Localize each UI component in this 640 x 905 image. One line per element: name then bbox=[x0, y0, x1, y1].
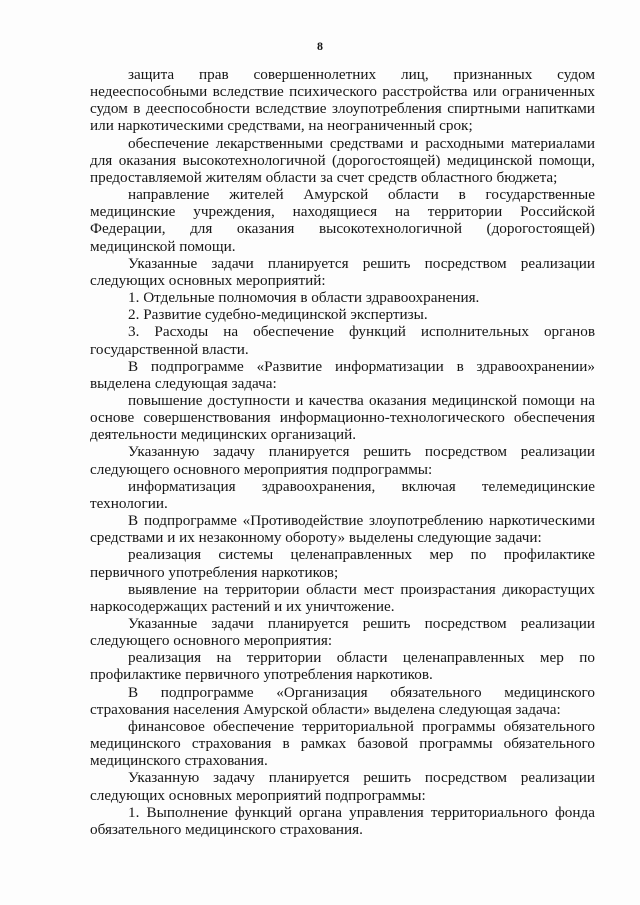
paragraph: Указанные задачи планируется решить посредством реализации следующего основного мероприятия: bbox=[90, 615, 595, 650]
list-item: 1. Выполнение функций органа управления территориального фонда обязательного медицинского страхования. bbox=[90, 803, 595, 838]
paragraph: обеспечение лекарственными средствами и расходными материалами для оказания высокотехнологичной (дорогостоящей) медицинской помощи, предоставляемой жителям области за счет средств областного бюджета; bbox=[90, 134, 595, 186]
paragraph: реализация на территории области целенаправленных мер по профилактике первичного употребления наркотиков. bbox=[90, 649, 595, 684]
paragraph: информатизация здравоохранения, включая телемедицинские технологии. bbox=[90, 477, 595, 512]
page-number: 8 bbox=[317, 39, 323, 53]
paragraph: реализация системы целенаправленных мер по профилактике первичного употребления наркотиков; bbox=[90, 546, 595, 581]
paragraph: защита прав совершеннолетних лиц, признанных судом недееспособными вследствие психического расстройства или ограниченных судом в дееспособности вследствие злоупотребления спиртными напитками или наркотическими средствами, на неограниченный срок; bbox=[90, 66, 595, 135]
list-item: 1. Отдельные полномочия в области здравоохранения. bbox=[128, 289, 480, 307]
paragraph: В подпрограмме «Противодействие злоупотреблению наркотическими средствами и их незаконному обороту» выделены следующие задачи: bbox=[90, 512, 595, 547]
paragraph: В подпрограмме «Организация обязательного медицинского страхования населения Амурской области» выделена следующая задача: bbox=[90, 683, 595, 718]
paragraph: Указанную задачу планируется решить посредством реализации следующего основного мероприятия подпрограммы: bbox=[90, 443, 595, 478]
paragraph: повышение доступности и качества оказания медицинской помощи на основе совершенствования информационно-технологического обеспечения деятельности медицинских организаций. bbox=[90, 391, 595, 444]
list-item: 3. Расходы на обеспечение функций исполнительных органов государственной власти. bbox=[90, 323, 595, 358]
paragraph: выявление на территории области мест произрастания дикорастущих наркосодержащих растений и их уничтожение. bbox=[90, 580, 595, 615]
paragraph: финансовое обеспечение территориальной программы обязательного медицинского страхования в рамках базовой программы обязательного медицинского страхования. bbox=[90, 717, 595, 770]
paragraph: Указанную задачу планируется решить посредством реализации следующих основных мероприятий подпрограммы: bbox=[90, 769, 595, 804]
list-item: 2. Развитие судебно-медицинской экспертизы. bbox=[128, 306, 428, 324]
body-text bbox=[90, 66, 595, 838]
paragraph: Указанные задачи планируется решить посредством реализации следующих основных мероприятий: bbox=[90, 254, 595, 289]
paragraph: В подпрограмме «Развитие информатизации в здравоохранении» выделена следующая задача: bbox=[90, 357, 595, 392]
paragraph: направление жителей Амурской области в государственные медицинские учреждения, находящиеся на территории Российской Федерации, для оказания высокотехнологичной (дорогостоящей) медицинской помощи. bbox=[90, 186, 595, 255]
